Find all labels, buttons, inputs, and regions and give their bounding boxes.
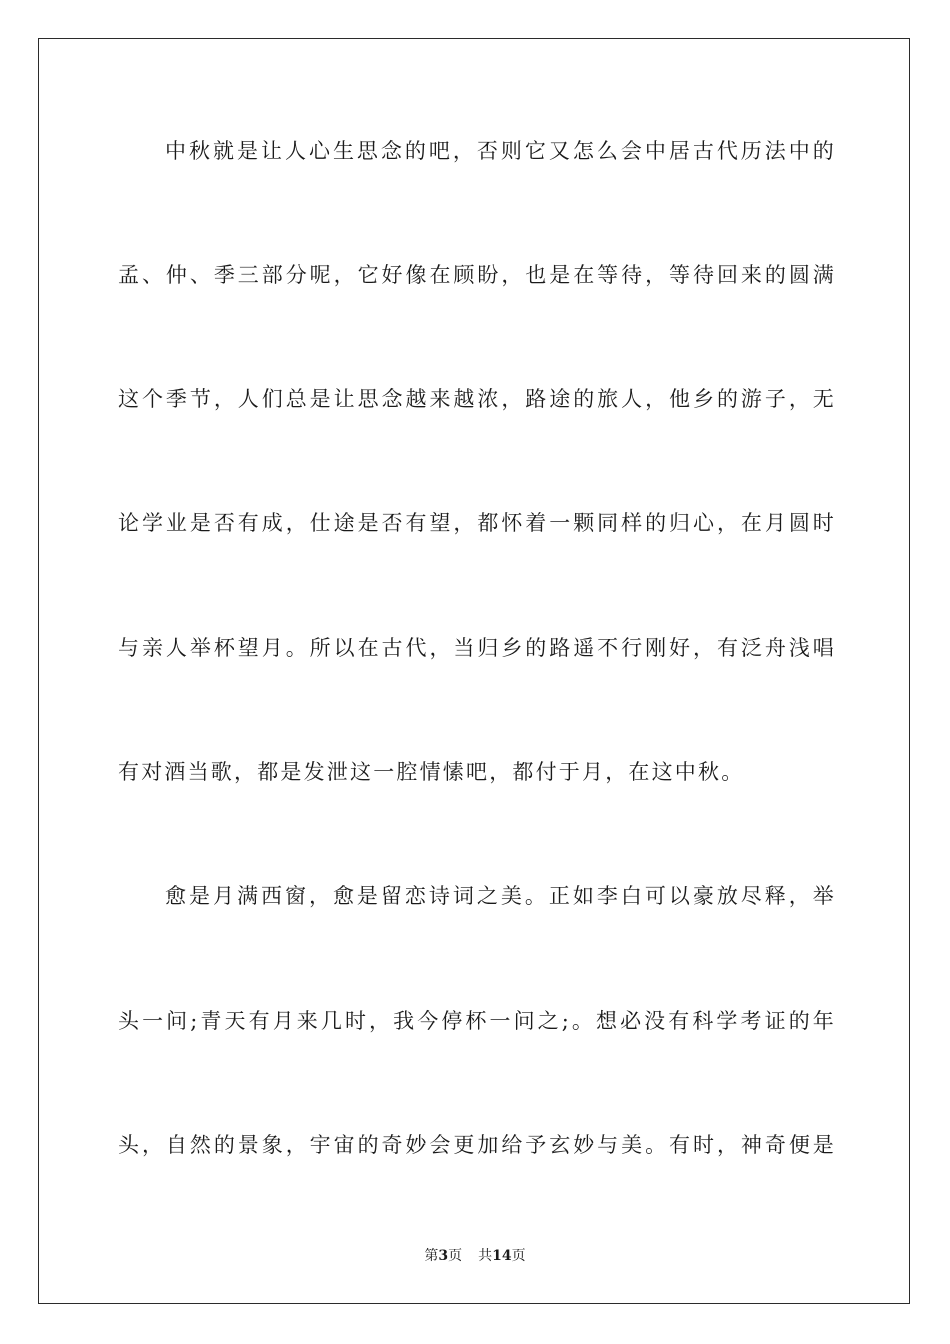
paragraph-1-line-4: 论学业是否有成，仕途是否有望，都怀着一颗同样的归心，在月圆时 (118, 511, 836, 535)
page-footer (0, 1246, 950, 1266)
total-prefix: 共 (478, 1248, 493, 1264)
paragraph-2-line-2: 头一问;青天有月来几时，我今停杯一问之;。想必没有科学考证的年 (118, 1009, 836, 1033)
page-number: 3 (438, 1248, 449, 1264)
paragraph-2-line-3: 头，自然的景象，宇宙的奇妙会更加给予玄妙与美。有时，神奇便是 (118, 1133, 836, 1157)
paragraph-1-line-5: 与亲人举杯望月。所以在古代，当归乡的路遥不行刚好，有泛舟浅唱 (118, 636, 836, 660)
page-prefix: 第 (424, 1248, 439, 1264)
paragraph-2-line-1: 愈是月满西窗，愈是留恋诗词之美。正如李白可以豪放尽释，举 (165, 884, 836, 908)
paragraph-1-line-2: 孟、仲、季三部分呢，它好像在顾盼，也是在等待，等待回来的圆满 (118, 263, 836, 287)
page-border (38, 38, 910, 1304)
paragraph-1-line-6: 有对酒当歌，都是发泄这一腔情愫吧，都付于月，在这中秋。 (118, 760, 745, 784)
paragraph-1-line-3: 这个季节，人们总是让思念越来越浓，路途的旅人，他乡的游子，无 (118, 387, 836, 411)
total-pages: 14 (492, 1248, 512, 1264)
total-suffix: 页 (511, 1248, 526, 1264)
page-suffix: 页 (448, 1248, 463, 1264)
paragraph-1-line-1: 中秋就是让人心生思念的吧，否则它又怎么会中居古代历法中的 (165, 139, 836, 163)
